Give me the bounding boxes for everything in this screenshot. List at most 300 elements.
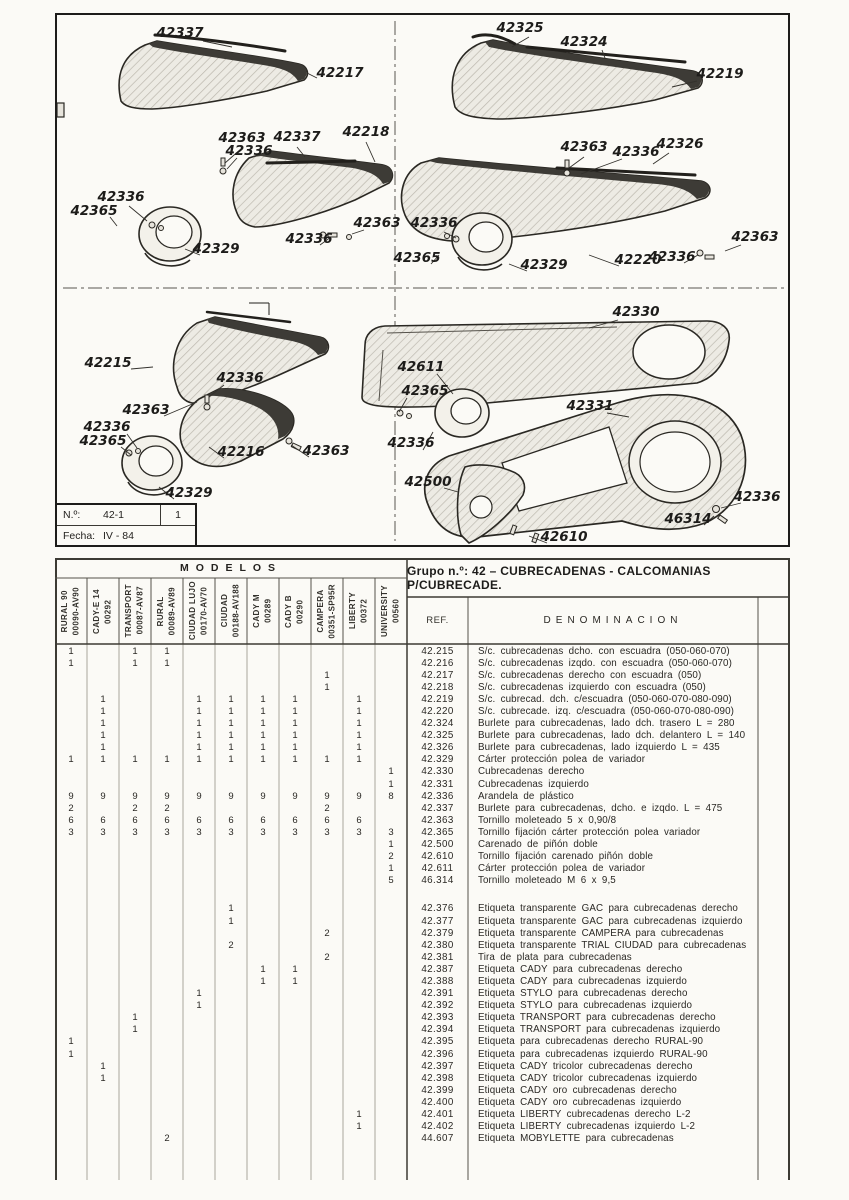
denominacion-cell: S/c. cubrecadenas dcho. con escuadra (050-060-070) bbox=[478, 645, 730, 657]
denominacion-cell: Burlete para cubrecadenas, lado izquierdo L = 435 bbox=[478, 742, 720, 754]
denominacion-column-header: DENOMINACION bbox=[543, 615, 683, 626]
drawing-cover-42217 bbox=[57, 35, 307, 117]
callout-leader bbox=[569, 157, 584, 168]
qty-cell-7: 1 bbox=[292, 693, 298, 705]
table-row bbox=[55, 1036, 790, 1048]
row-group-spacer bbox=[55, 887, 790, 903]
parts-table bbox=[55, 558, 790, 1183]
part-callout: 42336 bbox=[612, 144, 660, 160]
denominacion-cell: Arandela de plástico bbox=[478, 790, 574, 802]
qty-cell-4: 1 bbox=[196, 730, 202, 742]
part-callout: 42325 bbox=[496, 20, 544, 36]
table-row bbox=[55, 988, 790, 1000]
callout-leader bbox=[725, 245, 741, 251]
ref-cell: 42.395 bbox=[421, 1036, 454, 1048]
drawing-cover-42215 bbox=[174, 303, 329, 403]
ref-cell: 42.399 bbox=[421, 1084, 454, 1096]
denominacion-cell: Burlete para cubrecadenas, lado dch. delantero L = 140 bbox=[478, 730, 746, 742]
model-header-text: CADY M 00289 bbox=[252, 594, 273, 628]
qty-cell-0: 1 bbox=[68, 754, 74, 766]
qty-cell-5: 1 bbox=[228, 718, 234, 730]
table-row bbox=[55, 814, 790, 826]
model-header-3 bbox=[151, 578, 183, 644]
qty-cell-0: 1 bbox=[68, 645, 74, 657]
denominacion-cell: Cárter protección polea de variador bbox=[478, 863, 646, 875]
denominacion-cell: Etiqueta MOBYLETTE para cubrecadenas bbox=[478, 1133, 674, 1145]
qty-cell-2: 1 bbox=[132, 645, 138, 657]
denominacion-cell: Tira de plata para cubrecadenas bbox=[478, 951, 632, 963]
ref-cell: 42.387 bbox=[421, 963, 454, 975]
ref-cell: 42.402 bbox=[421, 1121, 454, 1133]
qty-cell-1: 9 bbox=[100, 790, 106, 802]
qty-cell-4: 1 bbox=[196, 706, 202, 718]
part-callout: 42215 bbox=[84, 355, 132, 371]
denominacion-cell: Etiqueta TRANSPORT para cubrecadenas derecho bbox=[478, 1012, 716, 1024]
part-callout: 42337 bbox=[273, 129, 321, 145]
part-callout: 42610 bbox=[540, 529, 588, 545]
table-row bbox=[55, 754, 790, 766]
qty-cell-9: 1 bbox=[356, 718, 362, 730]
qty-cell-7: 1 bbox=[292, 730, 298, 742]
part-callout: 42336 bbox=[410, 215, 458, 231]
ref-cell: 42.379 bbox=[421, 927, 454, 939]
table-row bbox=[55, 1133, 790, 1145]
model-header-1 bbox=[87, 578, 119, 644]
part-callout: 42336 bbox=[733, 489, 781, 505]
denominacion-cell: Etiqueta CADY tricolor cubrecadenas derecho bbox=[478, 1060, 693, 1072]
qty-cell-6: 1 bbox=[260, 975, 266, 987]
table-row bbox=[55, 718, 790, 730]
model-header-8 bbox=[311, 578, 343, 644]
qty-cell-3: 3 bbox=[164, 826, 170, 838]
qty-cell-4: 1 bbox=[196, 988, 202, 1000]
qty-cell-4: 3 bbox=[196, 826, 202, 838]
model-header-text: LIBERTY 00372 bbox=[348, 592, 369, 630]
table-body bbox=[55, 645, 790, 1145]
qty-cell-4: 1 bbox=[196, 1000, 202, 1012]
table-row bbox=[55, 1108, 790, 1120]
qty-cell-1: 3 bbox=[100, 826, 106, 838]
table-row bbox=[55, 1060, 790, 1072]
qty-cell-3: 1 bbox=[164, 754, 170, 766]
model-header-text: UNIVERSITY 00560 bbox=[380, 584, 401, 637]
denominacion-cell: Burlete para cubrecadenas, lado dch. trasero L = 280 bbox=[478, 718, 735, 730]
table-row bbox=[55, 778, 790, 790]
qty-cell-0: 3 bbox=[68, 826, 74, 838]
qty-cell-3: 1 bbox=[164, 645, 170, 657]
ref-cell: 42.217 bbox=[421, 669, 454, 681]
qty-cell-8: 3 bbox=[324, 826, 330, 838]
qty-cell-4: 6 bbox=[196, 814, 202, 826]
denominacion-cell: S/c. cubrecadenas derecho con escuadra (050) bbox=[478, 669, 702, 681]
table-row bbox=[55, 657, 790, 669]
denominacion-cell: Etiqueta STYLO para cubrecadenas derecho bbox=[478, 988, 688, 1000]
qty-cell-7: 1 bbox=[292, 975, 298, 987]
table-row bbox=[55, 826, 790, 838]
ref-cell: 42.331 bbox=[421, 778, 454, 790]
part-callout: 42336 bbox=[387, 435, 435, 451]
qty-cell-6: 6 bbox=[260, 814, 266, 826]
qty-cell-10: 1 bbox=[388, 778, 394, 790]
part-callout: 42500 bbox=[404, 474, 452, 490]
qty-cell-2: 2 bbox=[132, 802, 138, 814]
qty-cell-7: 9 bbox=[292, 790, 298, 802]
drawing-carter-42329-q2 bbox=[452, 213, 512, 270]
qty-cell-10: 3 bbox=[388, 826, 394, 838]
qty-cell-8: 2 bbox=[324, 927, 330, 939]
qty-cell-5: 1 bbox=[228, 693, 234, 705]
date-value: IV - 84 bbox=[103, 530, 134, 542]
ref-cell: 42.610 bbox=[421, 851, 454, 863]
qty-cell-6: 1 bbox=[260, 742, 266, 754]
callout-leader bbox=[366, 142, 375, 162]
part-callout: 42363 bbox=[731, 229, 779, 245]
part-callout: 46314 bbox=[664, 511, 712, 527]
qty-cell-3: 2 bbox=[164, 1133, 170, 1145]
ref-cell: 42.219 bbox=[421, 693, 454, 705]
denominacion-cell: Burlete para cubrecadenas, dcho. e izqdo. L = 475 bbox=[478, 802, 723, 814]
ref-cell: 42.325 bbox=[421, 730, 454, 742]
denominacion-cell: Etiqueta TRANSPORT para cubrecadenas izquierdo bbox=[478, 1024, 721, 1036]
ref-cell: 42.363 bbox=[421, 814, 454, 826]
ref-cell: 42.377 bbox=[421, 915, 454, 927]
qty-cell-4: 1 bbox=[196, 742, 202, 754]
qty-cell-5: 2 bbox=[228, 939, 234, 951]
qty-cell-0: 1 bbox=[68, 657, 74, 669]
qty-cell-10: 1 bbox=[388, 839, 394, 851]
qty-cell-1: 6 bbox=[100, 814, 106, 826]
part-callout: 42365 bbox=[401, 383, 449, 399]
table-row bbox=[55, 939, 790, 951]
model-header-text: CADY-E 14 00292 bbox=[92, 588, 113, 634]
qty-cell-2: 1 bbox=[132, 1024, 138, 1036]
ref-cell: 42.326 bbox=[421, 742, 454, 754]
qty-cell-7: 1 bbox=[292, 754, 298, 766]
qty-cell-9: 1 bbox=[356, 730, 362, 742]
qty-cell-3: 2 bbox=[164, 802, 170, 814]
part-callout: 42330 bbox=[612, 304, 660, 320]
part-callout: 42336 bbox=[648, 249, 696, 265]
denominacion-cell: Etiqueta para cubrecadenas izquierdo RURAL-90 bbox=[478, 1048, 708, 1060]
qty-cell-6: 1 bbox=[260, 730, 266, 742]
part-callout: 42336 bbox=[216, 370, 264, 386]
denominacion-cell: Carenado de piñón doble bbox=[478, 839, 598, 851]
denominacion-cell: Etiqueta CADY para cubrecadenas derecho bbox=[478, 963, 683, 975]
table-row bbox=[55, 875, 790, 887]
denominacion-cell: Etiqueta CADY oro cubrecadenas derecho bbox=[478, 1084, 677, 1096]
table-row bbox=[55, 1084, 790, 1096]
denominacion-cell: Etiqueta CADY para cubrecadenas izquierdo bbox=[478, 975, 687, 987]
model-header-0 bbox=[55, 578, 87, 644]
denominacion-cell: Etiqueta LIBERTY cubrecadenas derecho L-2 bbox=[478, 1109, 691, 1121]
ref-cell: 42.396 bbox=[421, 1048, 454, 1060]
model-header-9 bbox=[343, 578, 375, 644]
qty-cell-4: 1 bbox=[196, 754, 202, 766]
part-callout: 42336 bbox=[285, 231, 333, 247]
table-row bbox=[55, 742, 790, 754]
ref-cell: 42.337 bbox=[421, 802, 454, 814]
denominacion-cell: Tornillo fijación carenado piñón doble bbox=[478, 851, 654, 863]
qty-cell-2: 6 bbox=[132, 814, 138, 826]
part-callout: 42329 bbox=[192, 241, 240, 257]
table-row bbox=[55, 963, 790, 975]
model-header-4 bbox=[183, 578, 215, 644]
plate-stamp bbox=[55, 503, 197, 547]
qty-cell-9: 6 bbox=[356, 814, 362, 826]
qty-cell-1: 1 bbox=[100, 718, 106, 730]
qty-cell-5: 6 bbox=[228, 814, 234, 826]
ref-cell: 42.394 bbox=[421, 1024, 454, 1036]
table-row bbox=[55, 669, 790, 681]
denominacion-cell: Etiqueta para cubrecadenas derecho RURAL-90 bbox=[478, 1036, 704, 1048]
ref-cell: 42.397 bbox=[421, 1060, 454, 1072]
denominacion-cell: Etiqueta transparente CAMPERA para cubrecadenas bbox=[478, 927, 724, 939]
table-row bbox=[55, 915, 790, 927]
part-callout: 42363 bbox=[353, 215, 401, 231]
qty-cell-3: 9 bbox=[164, 790, 170, 802]
denominacion-cell: Cárter protección polea de variador bbox=[478, 754, 646, 766]
table-row bbox=[55, 645, 790, 657]
ref-cell: 42.336 bbox=[421, 790, 454, 802]
ref-cell: 42.330 bbox=[421, 766, 454, 778]
qty-cell-8: 6 bbox=[324, 814, 330, 826]
part-callout: 42365 bbox=[79, 433, 127, 449]
modelos-header: MODELOS bbox=[179, 562, 283, 574]
qty-cell-6: 1 bbox=[260, 754, 266, 766]
ref-cell: 42.220 bbox=[421, 706, 454, 718]
model-header-text: CIUDAD LUJO 00170-AV70 bbox=[188, 581, 209, 641]
qty-cell-0: 1 bbox=[68, 1036, 74, 1048]
qty-cell-4: 1 bbox=[196, 718, 202, 730]
qty-cell-6: 1 bbox=[260, 706, 266, 718]
qty-cell-1: 1 bbox=[100, 730, 106, 742]
ref-cell: 42.500 bbox=[421, 839, 454, 851]
denominacion-cell: Etiqueta LIBERTY cubrecadenas izquierdo L-2 bbox=[478, 1121, 696, 1133]
model-header-5 bbox=[215, 578, 247, 644]
denominacion-cell: Tornillo moleteado M 6 x 9,5 bbox=[478, 875, 616, 887]
ref-cell: 42.392 bbox=[421, 1000, 454, 1012]
qty-cell-10: 8 bbox=[388, 790, 394, 802]
qty-cell-5: 1 bbox=[228, 903, 234, 915]
part-callout: 42219 bbox=[696, 66, 744, 82]
qty-cell-3: 6 bbox=[164, 814, 170, 826]
qty-cell-6: 9 bbox=[260, 790, 266, 802]
ref-column-header: REF. bbox=[426, 615, 449, 626]
qty-cell-8: 2 bbox=[324, 802, 330, 814]
qty-cell-10: 1 bbox=[388, 766, 394, 778]
qty-cell-7: 1 bbox=[292, 963, 298, 975]
qty-cell-5: 1 bbox=[228, 915, 234, 927]
ref-cell: 42.324 bbox=[421, 718, 454, 730]
callout-leader bbox=[129, 206, 147, 221]
sheet-number: 1 bbox=[160, 505, 195, 525]
ref-cell: 42.388 bbox=[421, 975, 454, 987]
denominacion-cell: S/c. cubrecade. izq. c/escuadra (050-060-070-080-090) bbox=[478, 706, 735, 718]
qty-cell-7: 1 bbox=[292, 706, 298, 718]
model-header-text: CIUDAD 00188-AV188 bbox=[220, 584, 241, 638]
qty-cell-4: 9 bbox=[196, 790, 202, 802]
table-row bbox=[55, 730, 790, 742]
qty-cell-4: 1 bbox=[196, 693, 202, 705]
model-header-text: CAMPERA 00351-SP95R bbox=[316, 583, 337, 639]
denominacion-cell: Etiqueta CADY tricolor cubrecadenas izquierdo bbox=[478, 1072, 698, 1084]
ref-cell: 42.215 bbox=[421, 645, 454, 657]
part-callout: 42336 bbox=[83, 419, 131, 435]
table-row bbox=[55, 681, 790, 693]
qty-cell-6: 1 bbox=[260, 718, 266, 730]
parts-diagram bbox=[57, 15, 788, 545]
denominacion-cell: S/c. cubrecadenas izquierdo con escuadra (050) bbox=[478, 681, 706, 693]
table-row bbox=[55, 1000, 790, 1012]
ref-cell: 42.391 bbox=[421, 988, 454, 1000]
table-row bbox=[55, 903, 790, 915]
part-callout: 42611 bbox=[397, 359, 445, 375]
qty-cell-0: 2 bbox=[68, 802, 74, 814]
part-callout: 42329 bbox=[520, 257, 568, 273]
part-callout: 42217 bbox=[316, 65, 364, 81]
denominacion-cell: Etiqueta transparente TRIAL CIUDAD para cubrecadenas bbox=[478, 939, 747, 951]
qty-cell-1: 1 bbox=[100, 693, 106, 705]
qty-cell-8: 9 bbox=[324, 790, 330, 802]
qty-cell-0: 1 bbox=[68, 1048, 74, 1060]
qty-cell-7: 1 bbox=[292, 742, 298, 754]
qty-cell-9: 1 bbox=[356, 742, 362, 754]
qty-cell-3: 1 bbox=[164, 657, 170, 669]
part-callout: 42363 bbox=[302, 443, 350, 459]
diagram-panel bbox=[55, 13, 790, 547]
qty-cell-2: 3 bbox=[132, 826, 138, 838]
qty-cell-9: 1 bbox=[356, 1109, 362, 1121]
qty-cell-2: 1 bbox=[132, 657, 138, 669]
qty-cell-2: 1 bbox=[132, 754, 138, 766]
denominacion-cell: Etiqueta STYLO para cubrecadenas izquierdo bbox=[478, 1000, 693, 1012]
ref-cell: 46.314 bbox=[421, 875, 454, 887]
part-callout: 42365 bbox=[70, 203, 118, 219]
callout-leader bbox=[307, 73, 317, 78]
part-callout: 42363 bbox=[560, 139, 608, 155]
part-callout: 42329 bbox=[165, 485, 213, 501]
ref-cell: 42.611 bbox=[421, 863, 454, 875]
drawing-carter-42329-q1 bbox=[139, 207, 201, 266]
denominacion-cell: Tornillo moleteado 5 x 0,90/8 bbox=[478, 814, 617, 826]
table-row bbox=[55, 863, 790, 875]
qty-cell-7: 3 bbox=[292, 826, 298, 838]
part-callout: 42336 bbox=[97, 189, 145, 205]
qty-cell-8: 2 bbox=[324, 951, 330, 963]
model-headers bbox=[55, 578, 407, 644]
ref-cell: 42.401 bbox=[421, 1109, 454, 1121]
ref-cell: 42.393 bbox=[421, 1012, 454, 1024]
table-row bbox=[55, 693, 790, 705]
qty-cell-2: 9 bbox=[132, 790, 138, 802]
plate-number-label: N.º: bbox=[63, 509, 81, 521]
table-row bbox=[55, 839, 790, 851]
qty-cell-5: 3 bbox=[228, 826, 234, 838]
ref-cell: 42.216 bbox=[421, 657, 454, 669]
qty-cell-9: 1 bbox=[356, 754, 362, 766]
qty-cell-10: 1 bbox=[388, 863, 394, 875]
ref-cell: 42.376 bbox=[421, 903, 454, 915]
ref-cell: 42.380 bbox=[421, 939, 454, 951]
table-row bbox=[55, 1012, 790, 1024]
ref-cell: 42.381 bbox=[421, 951, 454, 963]
ref-cell: 42.365 bbox=[421, 826, 454, 838]
qty-cell-9: 9 bbox=[356, 790, 362, 802]
callout-leader bbox=[131, 367, 153, 369]
model-header-7 bbox=[279, 578, 311, 644]
table-row bbox=[55, 1048, 790, 1060]
denominacion-cell: Cubrecadenas izquierdo bbox=[478, 778, 589, 790]
table-row bbox=[55, 766, 790, 778]
qty-cell-0: 6 bbox=[68, 814, 74, 826]
model-header-text: CADY B 00290 bbox=[284, 594, 305, 628]
qty-cell-6: 1 bbox=[260, 963, 266, 975]
model-header-text: RURAL 00089-AV89 bbox=[156, 586, 177, 636]
ref-cell: 42.400 bbox=[421, 1096, 454, 1108]
part-callout: 42363 bbox=[122, 402, 170, 418]
ref-cell: 42.218 bbox=[421, 681, 454, 693]
table-row bbox=[55, 790, 790, 802]
qty-cell-0: 9 bbox=[68, 790, 74, 802]
qty-cell-2: 1 bbox=[132, 1012, 138, 1024]
denominacion-cell: Cubrecadenas derecho bbox=[478, 766, 585, 778]
qty-cell-9: 3 bbox=[356, 826, 362, 838]
model-header-10 bbox=[375, 578, 407, 644]
ref-cell: 44.607 bbox=[421, 1133, 454, 1145]
part-callout: 42363 bbox=[218, 130, 266, 146]
qty-cell-1: 1 bbox=[100, 754, 106, 766]
qty-cell-8: 1 bbox=[324, 681, 330, 693]
table-row bbox=[55, 1024, 790, 1036]
part-callout: 42220 bbox=[614, 252, 662, 268]
qty-cell-10: 5 bbox=[388, 875, 394, 887]
qty-cell-5: 1 bbox=[228, 706, 234, 718]
table-row bbox=[55, 1096, 790, 1108]
table-row bbox=[55, 1121, 790, 1133]
part-callout: 42336 bbox=[225, 143, 273, 159]
part-callout: 42324 bbox=[560, 34, 608, 50]
qty-cell-9: 1 bbox=[356, 693, 362, 705]
part-callout: 42331 bbox=[566, 398, 614, 414]
qty-cell-5: 9 bbox=[228, 790, 234, 802]
part-callout: 42216 bbox=[217, 444, 265, 460]
table-row bbox=[55, 951, 790, 963]
qty-cell-1: 1 bbox=[100, 1072, 106, 1084]
qty-cell-5: 1 bbox=[228, 730, 234, 742]
qty-cell-1: 1 bbox=[100, 1060, 106, 1072]
qty-cell-6: 1 bbox=[260, 693, 266, 705]
model-header-2 bbox=[119, 578, 151, 644]
qty-cell-9: 1 bbox=[356, 706, 362, 718]
table-row bbox=[55, 1072, 790, 1084]
qty-cell-1: 1 bbox=[100, 742, 106, 754]
qty-cell-5: 1 bbox=[228, 754, 234, 766]
table-row bbox=[55, 975, 790, 987]
denominacion-cell: Etiqueta CADY oro cubrecadenas izquierdo bbox=[478, 1096, 682, 1108]
denominacion-cell: S/c. cubrecad. dch. c/escuadra (050-060-070-080-090) bbox=[478, 693, 732, 705]
part-callout: 42337 bbox=[156, 25, 204, 41]
qty-cell-8: 1 bbox=[324, 669, 330, 681]
plate-number-value: 42-1 bbox=[103, 509, 125, 521]
qty-cell-7: 6 bbox=[292, 814, 298, 826]
denominacion-cell: Etiqueta transparente GAC para cubrecadenas derecho bbox=[478, 903, 738, 915]
date-label: Fecha: bbox=[63, 530, 96, 542]
qty-cell-5: 1 bbox=[228, 742, 234, 754]
model-header-text: TRANSPORT 00087-AV87 bbox=[124, 584, 145, 638]
denominacion-cell: Tornillo fijación cárter protección polea variador bbox=[478, 826, 701, 838]
model-header-text: RURAL 90 00090-AV90 bbox=[60, 586, 81, 636]
table-row bbox=[55, 705, 790, 717]
